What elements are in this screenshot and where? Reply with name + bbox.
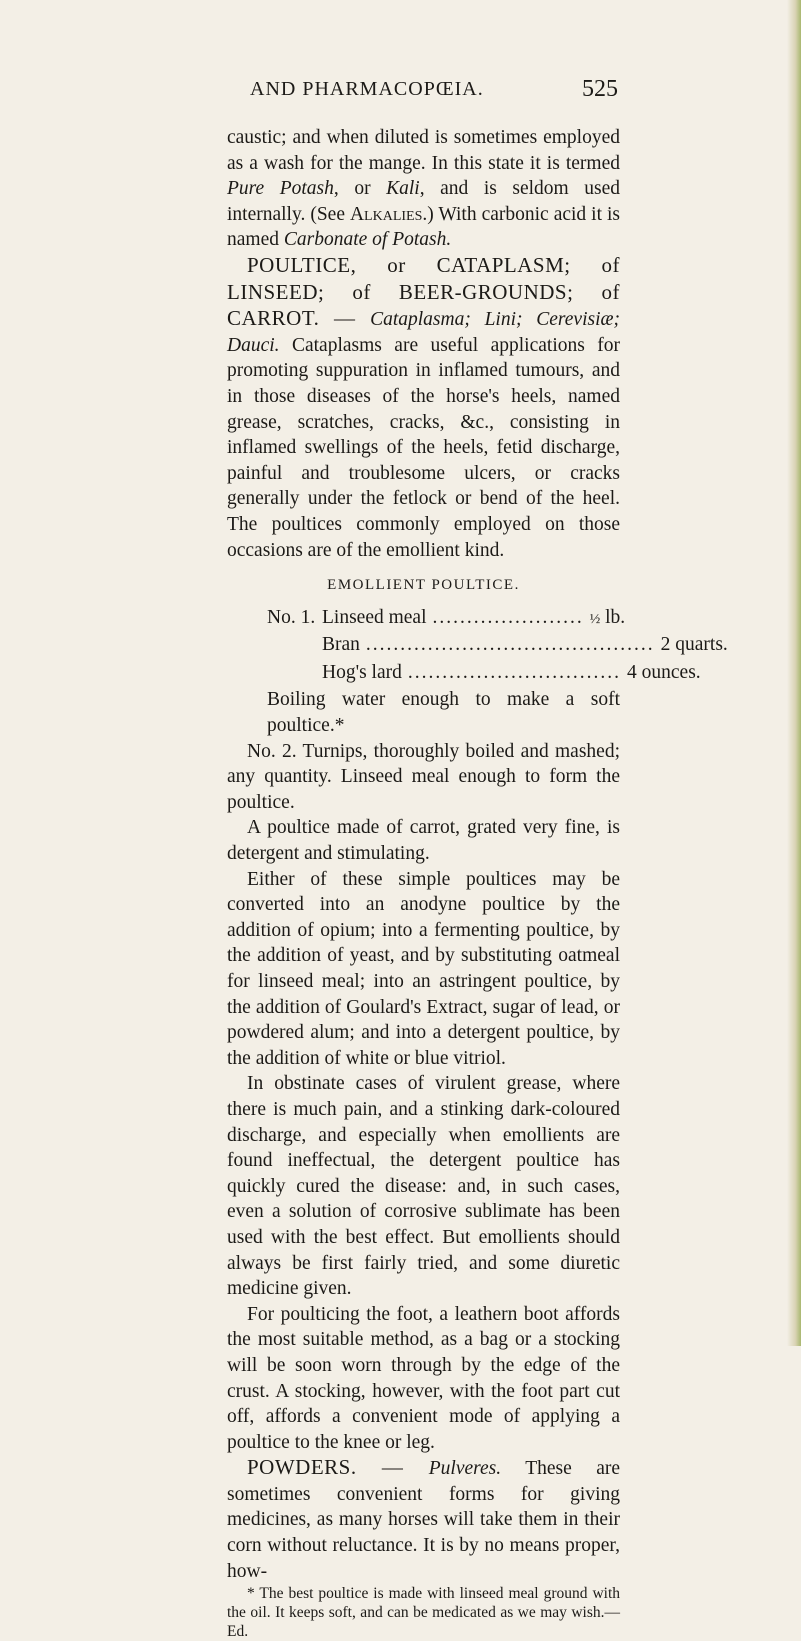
paragraph-foot: For poulticing the foot, a leathern boot affords the most suitable method, as a bag or a stocking will be soon worn through by the edge of the crust. A stocking, however, with the foot part cut off, affords a convenient mode of applying a poultice to the knee or leg. — [227, 1303, 620, 1453]
paragraph-recipe-2: No. 2. Turnips, thoroughly boiled and mashed; any quantity. Linseed meal enough to form the poultice. — [227, 740, 620, 813]
recipe-subheading: EMOLLIENT POULTICE. — [327, 577, 520, 594]
page-edge — [787, 0, 801, 1346]
recipe-list — [267, 605, 728, 739]
recipe-line: Hog's lard ............................... 4 ounces. — [322, 661, 701, 683]
paragraph-variants: Either of these simple poultices may be converted into an anodyne poultice by the addition of opium; into a fermenting poultice, by the addition of yeast, and by substituting oatmeal for linseed meal; into an astringent poultice, by the addition of Goulard's Extract, sugar of lead, or powdered alum; and into a detergent poultice, by the addition of white or blue vitriol. — [227, 868, 620, 1069]
entry-heading-powders: POWDERS. — — [247, 1455, 429, 1480]
page-body — [227, 125, 728, 1641]
running-title: AND PHARMACOPŒIA. — [250, 78, 484, 100]
paragraph-grease: In obstinate cases of virulent grease, where there is much pain, and a stinking dark-coloured discharge, and especially when emollients are found ineffectual, the detergent poultice has quickly cured the disease: and, in such cases, even a solution of corrosive sublimate has been used with the best effect. But emollients should always be first fairly tried, and some diuretic medicine given. — [227, 1073, 620, 1300]
term-pure-potash: Pure Potash — [227, 178, 334, 200]
paragraph-carrot: A poultice made of carrot, grated very fine, is detergent and stimulating. — [227, 817, 620, 865]
footnote: * The best poultice is made with linseed meal ground with the oil. It keeps soft, and can be medicated as we may wish.—Ed. — [227, 1585, 620, 1641]
entry-heading-poultice: POULTICE, or CATAPLASM; of LINSEED; of BEER-GROUNDS; of CARROT. — — [227, 252, 620, 331]
paragraph-potash: caustic; and when diluted is sometimes employed as a wash for the mange. In this state it is termed Pure Potash, or Kali, and is seldom used internally. (See Alkalies.) With carbonic acid it is named Carbonate of Potash. — [227, 127, 621, 251]
paragraph-poultice: POULTICE, or CATAPLASM; of LINSEED; of BEER-GROUNDS; of CARROT. — Cataplasma; Lini; Cerevisiæ; Dauci. Cataplasms are useful applications for promoting suppuration in inflamed tumours, and in those diseases of the horse's heels, named grease, scratches, cracks, &c., consisting in inflamed swellings of the heels, fetid discharge, painful and troublesome ulcers, or cracks generally under the fetlock or bend of the heel. The poultices commonly employed on those occasions are of the emollient kind. — [227, 252, 620, 561]
paragraph-powders: POWDERS. — Pulveres. These are sometimes convenient forms for giving medicines, as many horses will take them in their corn without reluctance. It is by no means proper, how- — [227, 1455, 620, 1582]
recipe-line: No. 1. Linseed meal ...................... ½ lb. — [267, 606, 626, 628]
recipe-note: Boiling water enough to make a soft poultice.* — [267, 689, 620, 737]
latin-names-poultice: Cataplasma; Lini; Cerevisiæ; Dauci. — [227, 309, 620, 356]
latin-name-powders: Pulveres. — [428, 1458, 502, 1480]
page-number: 525 — [582, 76, 618, 102]
term-kali: Kali — [386, 178, 420, 200]
recipe-line: Bran .......................................... 2 quarts. — [322, 634, 728, 656]
term-carbonate-of-potash: Carbonate of Potash. — [283, 229, 452, 251]
cross-reference-alkalies: Alkalies — [349, 203, 423, 225]
